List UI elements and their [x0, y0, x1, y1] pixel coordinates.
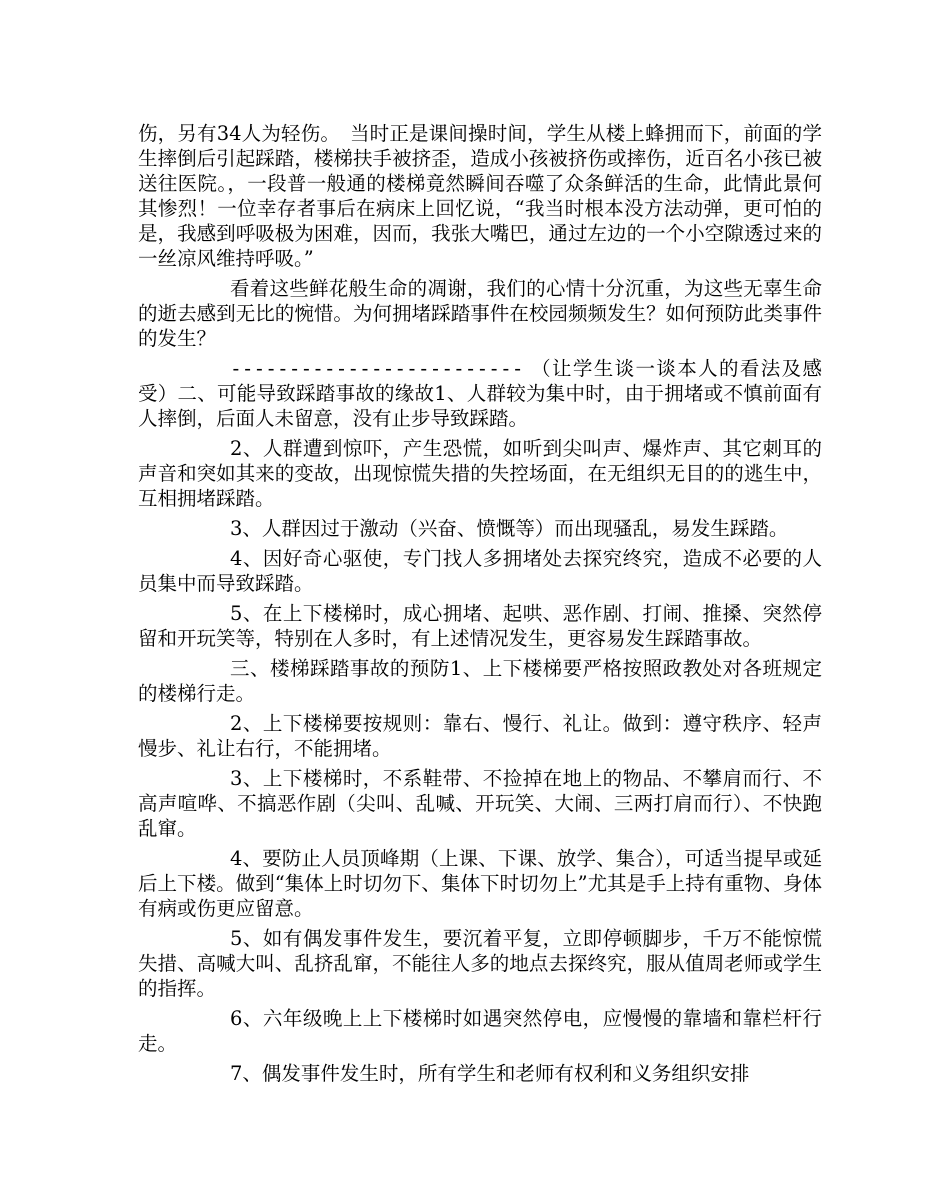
paragraph-12	[138, 926, 822, 1001]
paragraph-6-text: 4、因好奇心驱使，专门找人多拥堵处去探究终究，造成不必要的人员集中而导致踩踏。	[138, 547, 822, 595]
paragraph-9-text: 2、上下楼梯要按规则：靠右、慢行、礼让。做到：遵守秩序、轻声慢步、礼让右行，不能拥堵。	[138, 712, 822, 760]
document-body	[138, 121, 822, 1091]
paragraph-14-text: 7、偶发事件发生时，所有学生和老师有权利和义务组织安排	[230, 1062, 750, 1085]
paragraph-12-text: 5、如有偶发事件发生，要沉着平复，立即停顿脚步，千万不能惊慌失措、高喊大叫、乱挤乱窜，不能往人多的地点去探终究，服从值周老师或学生的指挥。	[138, 927, 822, 1000]
paragraph-13-text: 6、六年级晚上上下楼梯时如遇突然停电，应慢慢的靠墙和靠栏杆行走。	[138, 1007, 822, 1055]
paragraph-7	[138, 601, 822, 651]
paragraph-8-text: 三、楼梯踩踏事故的预防1、上下楼梯要严格按照政教处对各班规定的楼梯行走。	[138, 657, 822, 705]
paragraph-11	[138, 846, 822, 921]
paragraph-5	[138, 516, 822, 541]
paragraph-7-text: 5、在上下楼梯时，成心拥堵、起哄、恶作剧、打闹、推搡、突然停留和开玩笑等，特别在人多时，有上述情况发生，更容易发生踩踏事故。	[138, 602, 822, 650]
paragraph-3-text: （让学生谈一谈本人的看法及感受）二、可能导致踩踏事故的缘故1、人群较为集中时，由于拥堵或不慎前面有人摔倒，后面人未留意，没有止步导致踩踏。	[138, 357, 822, 430]
separator-dashes: -------------------------	[230, 357, 524, 380]
paragraph-9	[138, 711, 822, 761]
paragraph-4-text: 2、人群遭到惊吓，产生恐慌，如听到尖叫声、爆炸声、其它刺耳的声音和突如其来的变故，出现惊慌失措的失控场面，在无组织无目的的逃生中，互相拥堵踩踏。	[138, 437, 822, 510]
paragraph-8	[138, 656, 822, 706]
paragraph-4	[138, 436, 822, 511]
paragraph-1	[138, 121, 822, 271]
paragraph-10	[138, 766, 822, 841]
paragraph-11-text: 4、要防止人员顶峰期（上课、下课、放学、集合），可适当提早或延后上下楼。做到“集体上时切勿下、集体下时切勿上”尤其是手上持有重物、身体有病或伤更应留意。	[138, 847, 822, 920]
paragraph-13	[138, 1006, 822, 1056]
paragraph-3	[138, 356, 822, 431]
paragraph-5-text: 3、人群因过于激动（兴奋、愤慨等）而出现骚乱，易发生踩踏。	[230, 517, 789, 540]
paragraph-2	[138, 276, 822, 351]
paragraph-10-text: 3、上下楼梯时，不系鞋带、不捡掉在地上的物品、不攀肩而行、不高声喧哗、不搞恶作剧（尖叫、乱喊、开玩笑、大闹、三两打肩而行）、不快跑乱窜。	[138, 767, 822, 840]
paragraph-14	[138, 1061, 822, 1086]
paragraph-1-text: 伤，另有34人为轻伤。 当时正是课间操时间，学生从楼上蜂拥而下，前面的学生摔倒后引起踩踏，楼梯扶手被挤歪，造成小孩被挤伤或摔伤，近百名小孩已被送往医院。，一段普一般通的楼梯竟然瞬间吞噬了众条鲜活的生命，此情此景何其惨烈！一位幸存者事后在病床上回忆说，“我当时根本没方法动弹，更可怕的是，我感到呼吸极为困难，因而，我张大嘴巴，通过左边的一个小空隙透过来的一丝凉风维持呼吸。”	[138, 122, 822, 270]
paragraph-6	[138, 546, 822, 596]
paragraph-2-text: 看着这些鲜花般生命的凋谢，我们的心情十分沉重，为这些无辜生命的逝去感到无比的惋惜。为何拥堵踩踏事件在校园频频发生？如何预防此类事件的发生？	[138, 277, 822, 350]
